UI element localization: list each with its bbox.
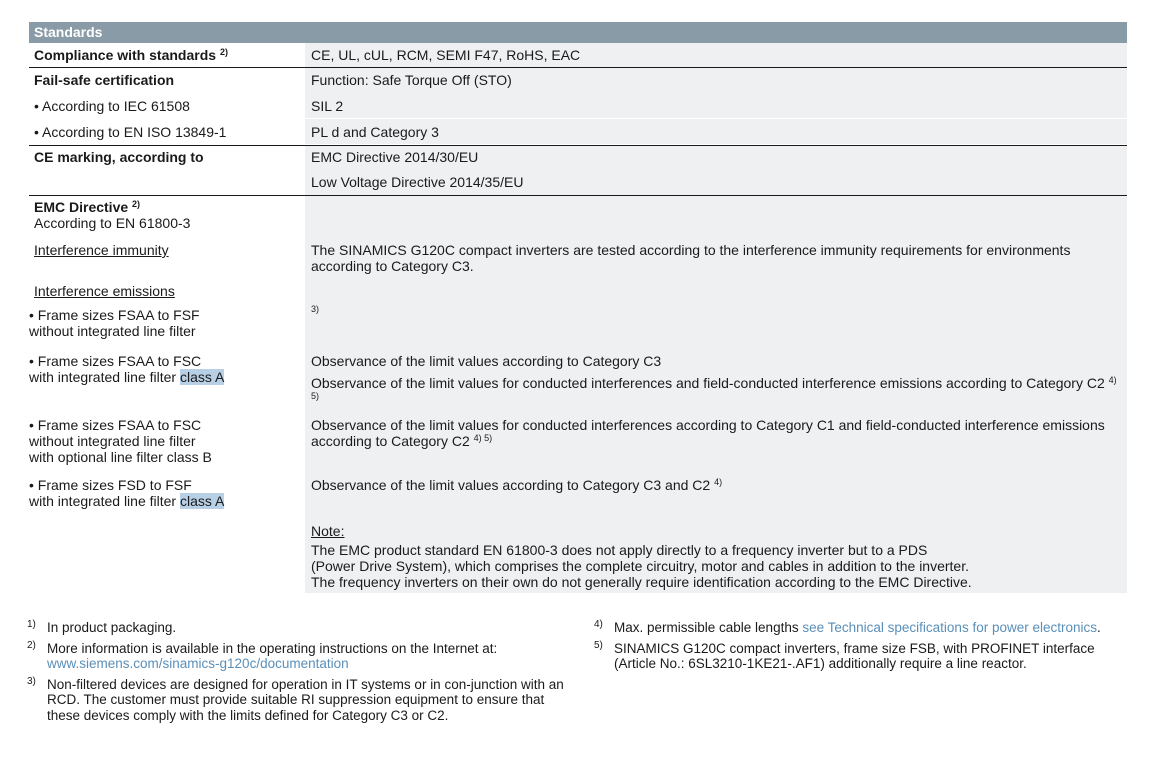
emission-3-label: • Frame sizes FSAA to FSC without integrated line filter with optional line filter class B — [29, 417, 212, 465]
iec-value: SIL 2 — [305, 93, 1127, 118]
row-ce-2 — [29, 170, 1127, 195]
row-compliance — [29, 43, 1127, 67]
row-emission-4 — [29, 475, 1127, 519]
ce-label: CE marking, according to — [34, 149, 204, 165]
row-ce — [29, 145, 1127, 170]
emission-1-value — [305, 303, 1127, 349]
iso-label: • According to EN ISO 13849-1 — [34, 124, 227, 140]
footnote-4: 4) Max. permissible cable lengths see Technical specifications for power electronics. — [594, 619, 1101, 635]
emission-4-label: • Frame sizes FSD to FSF with integrated line filter class A — [29, 477, 225, 509]
emission-2-value: Observance of the limit values according to Category C3 Observance of the limit values for conducted interferences and field-conducted interference emissions according to Category C2 $^{4) 5)}$ — [305, 349, 1127, 415]
emissions-label: Interference emissions — [34, 283, 175, 299]
immunity-label-cell — [29, 236, 305, 280]
ce-value-1: EMC Directive 2014/30/EU — [305, 146, 1127, 171]
note-empty — [29, 519, 305, 593]
table-header: Standards — [29, 22, 1127, 43]
emission-1-sup: 3) — [311, 304, 320, 314]
emc-subtitle: According to EN 61800-3 — [34, 215, 191, 231]
footnotes-left — [27, 620, 567, 728]
compliance-value: CE, UL, cUL, RCM, SEMI F47, RoHS, EAC — [305, 43, 1127, 68]
note-line-2: (Power Drive System), which comprises the complete circuitry, motor and cables in addition to the inverter. — [311, 558, 969, 574]
compliance-label: Compliance with standards $^{2)}$ — [34, 47, 228, 63]
row-emissions — [29, 280, 1127, 303]
ce-value-2: Low Voltage Directive 2014/35/EU — [305, 170, 1127, 195]
row-iec — [29, 93, 1127, 119]
emissions-empty — [305, 280, 1127, 303]
emission-2-label: • Frame sizes FSAA to FSC with integrated line filter class A — [29, 353, 225, 385]
row-iso — [29, 119, 1127, 145]
note-line-3: The frequency inverters on their own do not generally require identification according to the EMC Directive. — [311, 574, 972, 590]
row-emc — [29, 195, 1127, 236]
ce-empty — [29, 170, 305, 195]
note-title: Note: — [311, 523, 345, 539]
failsafe-label: Fail-safe certification — [34, 72, 175, 88]
emc-empty — [305, 196, 1127, 236]
documentation-link[interactable]: www.siemens.com/sinamics-g120c/documentation — [47, 656, 349, 671]
iso-value: PL d and Category 3 — [305, 119, 1127, 144]
standards-table — [29, 22, 1127, 593]
row-emission-2 — [29, 349, 1127, 415]
footnote-2: 2) More information is available in the operating instructions on the Internet at: www.siemens.com/sinamics-g120c/documentation — [27, 639, 498, 671]
tech-spec-link[interactable]: see Technical specifications for power electronics — [802, 620, 1097, 635]
row-failsafe — [29, 67, 1127, 93]
failsafe-value: Function: Safe Torque Off (STO) — [305, 68, 1127, 93]
note-block — [305, 519, 1127, 593]
row-emission-3 — [29, 415, 1127, 475]
emissions-label-cell — [29, 280, 305, 303]
emission-1-label: • Frame sizes FSAA to FSF without integrated line filter — [29, 307, 200, 339]
footnotes-right — [594, 620, 1114, 677]
emc-title: EMC Directive $^{2)}$ — [34, 199, 141, 215]
iec-label: • According to IEC 61508 — [34, 98, 190, 114]
footnote-5: 5) SINAMICS G120C compact inverters, frame size FSB, with PROFINET interface (Article No.: 6SL3210-1KE21-.AF1) additionally require a line reactor. — [594, 639, 1095, 671]
emission-4-value: Observance of the limit values according to Category C3 and C2 $^{4)}$ — [305, 475, 1127, 519]
highlight-class-a-2: class A — [179, 493, 225, 509]
footnote-1: 1) In product packaging. — [27, 619, 177, 635]
emission-3-value: Observance of the limit values for conducted interferences according to Category C1 and field-conducted interference emissions according to Category C2 $^{4) 5)}$ — [305, 415, 1127, 475]
row-note — [29, 519, 1127, 593]
immunity-value: The SINAMICS G120C compact inverters are tested according to the interference immunity requirements for environments according to Category C3. — [305, 236, 1127, 280]
emc-label — [29, 196, 305, 236]
highlight-class-a: class A — [179, 369, 225, 385]
row-immunity — [29, 236, 1127, 280]
footnote-3: 3) Non-filtered devices are designed for operation in IT systems or in con-junction with an RCD. The customer must provide suitable RI suppression equipment to ensure that these devices comply with the limits defined for Category C3 or C2. — [27, 675, 564, 723]
immunity-label: Interference immunity — [34, 242, 169, 258]
row-emission-1 — [29, 303, 1127, 349]
note-line-1: The EMC product standard EN 61800-3 does not apply directly to a frequency inverter but to a PDS — [311, 542, 928, 558]
